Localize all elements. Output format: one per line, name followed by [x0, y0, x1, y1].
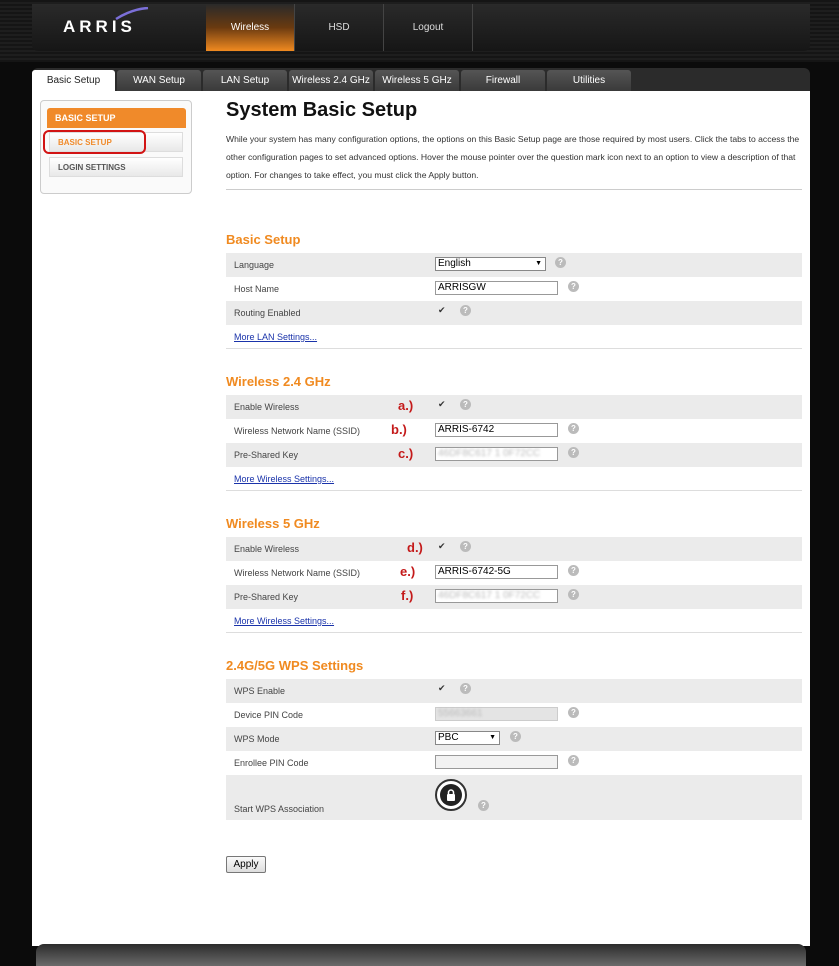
row-w24-ssid: [226, 419, 802, 443]
section-title-wireless-24: Wireless 2.4 GHz: [226, 374, 331, 389]
dropdown-arrow-icon: ▼: [489, 734, 496, 741]
help-icon[interactable]: ?: [568, 707, 579, 718]
label-enrollee-pin: Enrollee PIN Code: [234, 758, 309, 768]
top-nav: [206, 4, 473, 51]
enrollee-pin-input[interactable]: [435, 755, 558, 769]
lock-icon: [440, 784, 462, 806]
sidebar-item-basic-setup[interactable]: BASIC SETUP: [49, 132, 183, 152]
label-w24-ssid: Wireless Network Name (SSID): [234, 426, 361, 436]
tab-basic-setup[interactable]: Basic Setup: [32, 70, 115, 91]
section-title-basic-setup: Basic Setup: [226, 232, 301, 247]
w24-psk-value: 46DF8C617 1 0F72CC: [438, 448, 541, 459]
topnav-hsd[interactable]: HSD: [295, 4, 384, 51]
label-host-name: Host Name: [234, 284, 280, 294]
help-icon[interactable]: ?: [568, 447, 579, 458]
header-bar: [32, 4, 810, 51]
wps-mode-select[interactable]: [435, 731, 500, 745]
tab-wireless-24[interactable]: Wireless 2.4 GHz: [289, 70, 373, 91]
annotation-c: c.): [398, 446, 414, 461]
help-icon[interactable]: ?: [460, 683, 471, 694]
logo-swoosh-icon: [114, 7, 150, 21]
annotation-d: d.): [407, 540, 423, 555]
wps-enable-checkbox[interactable]: ✔: [438, 683, 446, 693]
row-host-name: [226, 277, 802, 301]
language-value: English: [438, 258, 471, 269]
row-enrollee-pin: [226, 751, 802, 775]
label-language: Language: [234, 260, 275, 270]
w5-psk-value: 46DF8C617 1 0F72CC: [438, 590, 541, 601]
more-wireless-settings-link[interactable]: More Wireless Settings...: [234, 474, 335, 484]
label-routing: Routing Enabled: [234, 308, 301, 318]
row-wps-mode: [226, 727, 802, 751]
device-pin-value: 55663661: [438, 708, 483, 719]
apply-button[interactable]: Apply: [226, 856, 266, 873]
wps-mode-value: PBC: [438, 732, 459, 743]
help-icon[interactable]: ?: [510, 731, 521, 742]
annotation-a: a.): [398, 398, 414, 413]
page-title: System Basic Setup: [226, 99, 418, 121]
help-icon[interactable]: ?: [568, 281, 579, 292]
label-w5-enable: Enable Wireless: [234, 544, 300, 554]
wps-start-button[interactable]: [435, 779, 467, 811]
intro-divider: [226, 189, 802, 190]
row-language: [226, 253, 802, 277]
label-wps-enable: WPS Enable: [234, 686, 286, 696]
label-wps-mode: WPS Mode: [234, 734, 280, 744]
row-w5-psk: [226, 585, 802, 609]
label-device-pin: Device PIN Code: [234, 710, 304, 720]
highlight-circle: [43, 130, 146, 154]
help-icon[interactable]: ?: [478, 800, 489, 811]
row-w24-psk: [226, 443, 802, 467]
help-icon[interactable]: ?: [460, 399, 471, 410]
label-w24-enable: Enable Wireless: [234, 402, 300, 412]
row-routing: [226, 301, 802, 325]
tab-utilities[interactable]: Utilities: [547, 70, 631, 91]
section-title-wireless-5: Wireless 5 GHz: [226, 516, 320, 531]
language-select[interactable]: [435, 257, 546, 271]
section-divider: [226, 490, 802, 491]
help-icon[interactable]: ?: [568, 565, 579, 576]
row-w5-ssid: [226, 561, 802, 585]
tab-firewall[interactable]: Firewall: [461, 70, 545, 91]
host-name-input[interactable]: ARRISGW: [435, 281, 558, 295]
row-w24-enable: [226, 395, 802, 419]
tab-wireless-5[interactable]: Wireless 5 GHz: [375, 70, 459, 91]
w5-enable-checkbox[interactable]: ✔: [438, 541, 446, 551]
row-wps-enable: [226, 679, 802, 703]
more-lan-settings-link[interactable]: More LAN Settings...: [234, 332, 318, 342]
help-icon[interactable]: ?: [568, 589, 579, 600]
routing-checkbox[interactable]: ✔: [438, 305, 446, 315]
row-w5-enable: [226, 537, 802, 561]
annotation-e: e.): [400, 564, 416, 579]
sidebar-item-login-settings[interactable]: LOGIN SETTINGS: [49, 157, 183, 177]
label-w5-ssid: Wireless Network Name (SSID): [234, 568, 361, 578]
main-content: [226, 99, 802, 870]
help-icon[interactable]: ?: [568, 755, 579, 766]
sidebar-header: BASIC SETUP: [47, 108, 186, 128]
intro-text: While your system has many configuration options, the options on this Basic Setup page are those required by most users. Click the tabs to access the other configuration pages to set advanced options. Hover the mouse pointer over the question mark icon next to an option to view a description of that option. For changes to take effect, you must click the Apply button.: [226, 134, 800, 180]
topnav-wireless[interactable]: Wireless: [206, 4, 295, 51]
help-icon[interactable]: ?: [555, 257, 566, 268]
device-pin-field: [435, 707, 558, 721]
label-start-wps: Start WPS Association: [234, 804, 325, 814]
section-divider: [226, 632, 802, 633]
dropdown-arrow-icon: ▼: [535, 260, 542, 267]
arris-logo: ARRIS: [63, 17, 136, 36]
label-w5-psk: Pre-Shared Key: [234, 592, 299, 602]
w24-ssid-input[interactable]: ARRIS-6742: [435, 423, 558, 437]
content-page: [32, 91, 810, 946]
section-divider: [226, 348, 802, 349]
w24-psk-input[interactable]: [435, 447, 558, 461]
topnav-logout[interactable]: Logout: [384, 4, 473, 51]
tab-lan-setup[interactable]: LAN Setup: [203, 70, 287, 91]
more-wireless-settings-link[interactable]: More Wireless Settings...: [234, 616, 335, 626]
w5-ssid-input[interactable]: ARRIS-6742-5G: [435, 565, 558, 579]
tab-wan-setup[interactable]: WAN Setup: [117, 70, 201, 91]
section-title-wps: 2.4G/5G WPS Settings: [226, 658, 364, 673]
tab-bar: [32, 68, 810, 91]
row-start-wps: [226, 775, 802, 820]
label-w24-psk: Pre-Shared Key: [234, 450, 299, 460]
row-device-pin: [226, 703, 802, 727]
help-icon[interactable]: ?: [460, 541, 471, 552]
help-icon[interactable]: ?: [568, 423, 579, 434]
annotation-b: b.): [391, 422, 407, 437]
help-icon[interactable]: ?: [460, 305, 471, 316]
annotation-f: f.): [401, 588, 414, 603]
w24-enable-checkbox[interactable]: ✔: [438, 399, 446, 409]
w5-psk-input[interactable]: [435, 589, 558, 603]
footer-bar: [36, 944, 806, 966]
